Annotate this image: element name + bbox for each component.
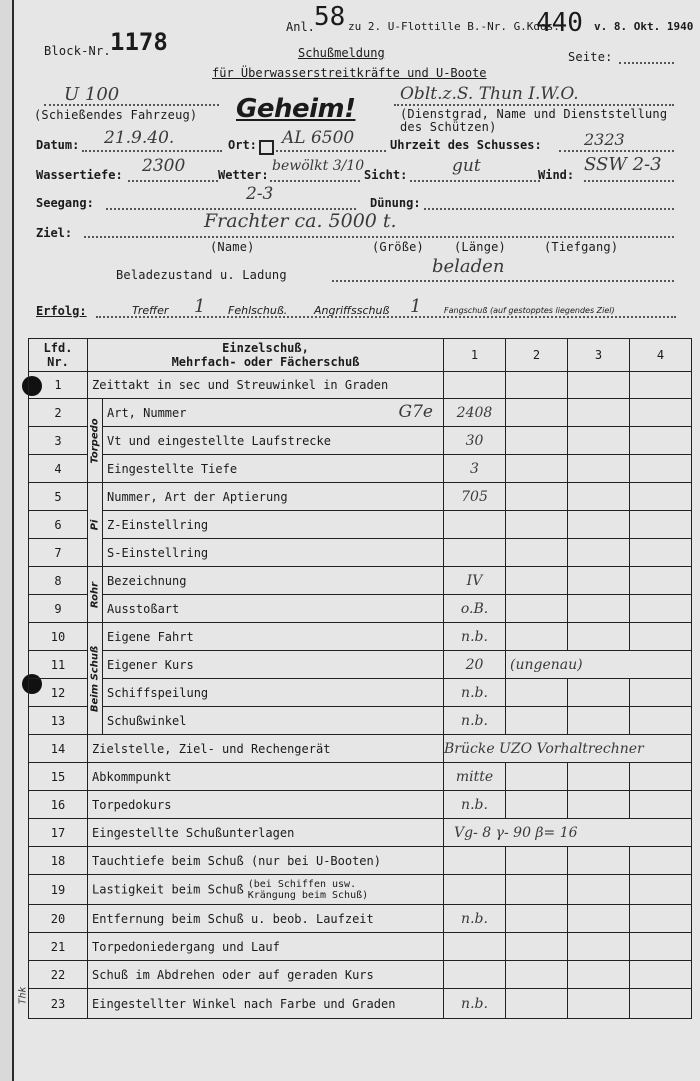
row-label-text: Lastigkeit beim Schuß — [92, 882, 244, 896]
row-value-col-1 — [444, 372, 506, 399]
row-number: 23 — [29, 989, 88, 1019]
table-row — [29, 679, 692, 707]
row-number: 8 — [29, 567, 88, 595]
sicht-value: gut — [452, 156, 481, 176]
row-value-col-2 — [506, 875, 568, 905]
row-value-col-4 — [630, 483, 692, 511]
erfolg-label: Erfolg: — [36, 304, 87, 318]
row-number: 9 — [29, 595, 88, 623]
shooter-value: Oblt.z.S. Thun I.W.O. — [400, 84, 579, 104]
row-value-col-1: o.B. — [444, 595, 506, 623]
margin-note: Thk — [17, 986, 29, 1005]
row-value-col-3 — [568, 989, 630, 1019]
row-value-col-3 — [568, 763, 630, 791]
row-number: 18 — [29, 847, 88, 875]
section-text: Pi — [89, 519, 101, 530]
row-value-col-2 — [506, 427, 568, 455]
row-number: 7 — [29, 539, 88, 567]
row-label — [88, 905, 444, 933]
table-row — [29, 539, 692, 567]
row-label-text: Schiffspeilung — [107, 685, 209, 700]
row-value-col-3 — [568, 847, 630, 875]
table-row — [29, 511, 692, 539]
row-label — [103, 511, 444, 539]
anl-number: 58 — [314, 2, 346, 32]
row-label — [88, 933, 444, 961]
table-row — [29, 933, 692, 961]
row-value-col-2 — [506, 905, 568, 933]
row-number: 22 — [29, 961, 88, 989]
row-number: 19 — [29, 875, 88, 905]
angriffsschuss-label: Angriffsschuß — [314, 304, 390, 317]
angriffsschuss-value: 1 — [410, 296, 422, 317]
anl-text: zu 2. U-Flottille B.-Nr. G.Kdos. — [348, 20, 560, 33]
row-number: 11 — [29, 651, 88, 679]
form-subtitle: für Überwasserstreitkräfte und U-Boote — [212, 66, 487, 80]
col-header-2: 2 — [506, 339, 568, 372]
wind-value: SSW 2-3 — [584, 154, 662, 175]
anl-prefix: Anl. — [286, 20, 315, 34]
section-label-pi — [88, 483, 103, 567]
treffer-label: Treffer — [132, 304, 169, 317]
row-number: 12 — [29, 679, 88, 707]
row-label — [103, 679, 444, 707]
wind-label: Wind: — [538, 168, 575, 182]
datum-label: Datum: — [36, 138, 80, 152]
row-number: 13 — [29, 707, 88, 735]
section-label-beim_schuss — [88, 623, 103, 735]
row-value-col-2 — [506, 399, 568, 427]
row-value-col-4 — [630, 623, 692, 651]
section-text: Torpedo — [89, 417, 101, 464]
ort-label: Ort: — [228, 138, 257, 152]
row-number: 1 — [29, 372, 88, 399]
row-value-col-3 — [568, 511, 630, 539]
row-label-text: Schuß im Abdrehen oder auf geraden Kurs — [92, 967, 374, 982]
row-label — [103, 595, 444, 623]
row-number: 2 — [29, 399, 88, 427]
row-value-col-3 — [568, 483, 630, 511]
row-label-text: Nummer, Art der Aptierung — [107, 489, 288, 504]
row-value-col-1: n.b. — [444, 623, 506, 651]
table-row — [29, 791, 692, 819]
row-label-text: Vt und eingestellte Laufstrecke — [107, 433, 331, 448]
row-label — [88, 763, 444, 791]
row-annotation: G7e — [398, 402, 433, 422]
col-header-1: 1 — [444, 339, 506, 372]
row-number: 17 — [29, 819, 88, 847]
uhrzeit-label: Uhrzeit des Schusses: — [390, 138, 542, 152]
row-value-col-2 — [506, 707, 568, 735]
row-label — [103, 455, 444, 483]
row-value-col-1 — [444, 539, 506, 567]
row-value-col-4 — [630, 455, 692, 483]
lfd-header: Lfd. Nr. — [29, 339, 88, 372]
row-value-col-4 — [630, 427, 692, 455]
row-value-col-3 — [568, 707, 630, 735]
row-number: 6 — [29, 511, 88, 539]
row-label-text: Eigener Kurs — [107, 657, 194, 672]
table-row — [29, 707, 692, 735]
wassertiefe-label: Wassertiefe: — [36, 168, 123, 182]
wetter-label: Wetter: — [218, 168, 269, 182]
row-label-text: Tauchtiefe beim Schuß (nur bei U-Booten) — [92, 853, 381, 868]
table-row — [29, 623, 692, 651]
row-value-col-1: 3 — [444, 455, 506, 483]
table-row — [29, 875, 692, 905]
row-value-col-4 — [630, 511, 692, 539]
row-value-col-3 — [568, 623, 630, 651]
row-value-col-2 — [506, 847, 568, 875]
row-value-col-1: 2408 — [444, 399, 506, 427]
seegang-value: 2-3 — [246, 184, 274, 204]
report-page — [12, 0, 700, 1081]
section-text: Rohr — [89, 581, 101, 608]
row-label-text: Ausstoßart — [107, 601, 180, 616]
row-value-col-2 — [506, 511, 568, 539]
row-value-col-4 — [630, 933, 692, 961]
row-label — [103, 399, 444, 427]
row-value-col-1: n.b. — [444, 989, 506, 1019]
wetter-value: bewölkt 3/10 — [272, 158, 365, 174]
ziel-sub-groesse: (Größe) — [372, 240, 424, 254]
row-label — [88, 847, 444, 875]
row-value-col-2 — [506, 483, 568, 511]
row-value-col-1: 705 — [444, 483, 506, 511]
row-value-col-3 — [568, 567, 630, 595]
date-stamp: v. 8. Okt. 1940 — [594, 20, 694, 33]
row-annotation: Brücke UZO Vorhaltrechner — [444, 735, 692, 763]
row-number: 5 — [29, 483, 88, 511]
row-value-col-3 — [568, 595, 630, 623]
ziel-sub-tiefgang: (Tiefgang) — [544, 240, 619, 254]
table-row — [29, 961, 692, 989]
row-value-col-4 — [630, 847, 692, 875]
row-value-col-1: 20 — [444, 651, 506, 679]
row-number: 16 — [29, 791, 88, 819]
table-row — [29, 989, 692, 1019]
beladezustand-value: beladen — [432, 256, 505, 277]
table-row — [29, 399, 692, 427]
row-value-col-1: 30 — [444, 427, 506, 455]
row-value-col-4 — [630, 791, 692, 819]
row-value-col-4 — [630, 679, 692, 707]
row-number: 15 — [29, 763, 88, 791]
kdos-number: 440 — [536, 8, 583, 38]
row-value-col-3 — [568, 791, 630, 819]
row-value-col-2 — [506, 623, 568, 651]
row-value-col-2 — [506, 933, 568, 961]
vessel-label: (Schießendes Fahrzeug) — [34, 108, 198, 122]
row-label-text: Z-Einstellring — [107, 517, 209, 532]
shooter-label: (Dienstgrad, Name und Dienststellung des Schützen) — [400, 107, 668, 134]
row-label — [103, 539, 444, 567]
section-label-torpedo — [88, 399, 103, 483]
row-value-col-1: IV — [444, 567, 506, 595]
row-value-col-4 — [630, 961, 692, 989]
row-label-text: Torpedoniedergang und Lauf — [92, 939, 280, 954]
table-row — [29, 427, 692, 455]
table-body — [29, 372, 692, 1019]
row-label — [88, 961, 444, 989]
row-label — [103, 651, 444, 679]
row-value-col-4 — [630, 707, 692, 735]
row-label — [88, 989, 444, 1019]
row-value-col-1 — [444, 875, 506, 905]
block-label: Block-Nr. — [44, 44, 111, 58]
row-label-text: Zielstelle, Ziel- und Rechengerät — [92, 741, 331, 756]
section-label-rohr — [88, 567, 103, 623]
row-value-col-2 — [506, 763, 568, 791]
beladezustand-label: Beladezustand u. Ladung — [116, 268, 287, 282]
row-label-text: Schußwinkel — [107, 713, 187, 728]
row-number: 3 — [29, 427, 88, 455]
row-value-col-3 — [568, 905, 630, 933]
col-header-3: 3 — [568, 339, 630, 372]
row-value-col-4 — [630, 567, 692, 595]
row-value-col-3 — [568, 933, 630, 961]
table-row — [29, 763, 692, 791]
row-label — [103, 567, 444, 595]
table-row — [29, 595, 692, 623]
table-row — [29, 819, 692, 847]
row-label — [88, 875, 444, 905]
row-label — [103, 623, 444, 651]
row-label-note: (bei Schiffen usw. Krängung beim Schuß) — [247, 878, 369, 901]
ort-checkbox — [259, 140, 274, 155]
row-value-col-3 — [568, 961, 630, 989]
treffer-value: 1 — [194, 296, 206, 317]
seite-label: Seite: — [568, 50, 613, 64]
row-value-col-2 — [506, 595, 568, 623]
row-annotation: Vg- 8 γ- 90 β= 16 — [444, 819, 692, 847]
ziel-sub-name: (Name) — [210, 240, 255, 254]
row-label — [103, 707, 444, 735]
row-value-col-3 — [568, 455, 630, 483]
row-label — [103, 483, 444, 511]
table-row — [29, 847, 692, 875]
row-label-text: Eingestellter Winkel nach Farbe und Graden — [92, 996, 396, 1011]
row-label — [88, 735, 444, 763]
table-row — [29, 483, 692, 511]
row-value-col-4 — [630, 372, 692, 399]
row-value-col-1: n.b. — [444, 679, 506, 707]
ziel-value: Frachter ca. 5000 t. — [204, 210, 397, 232]
shot-table — [28, 338, 692, 1019]
row-label-text: Torpedokurs — [92, 797, 172, 812]
row-value-col-2 — [506, 961, 568, 989]
shot-type-title1: Einzelschuß, — [222, 341, 309, 355]
row-label-text: Eingestellte Schußunterlagen — [92, 825, 295, 840]
row-label — [88, 791, 444, 819]
row-label — [88, 372, 444, 399]
fehlschuss-label: Fehlschuß. — [228, 304, 288, 317]
section-text: Beim Schuß — [89, 645, 101, 712]
row-value-col-3 — [568, 539, 630, 567]
row-label-text: Entfernung beim Schuß u. beob. Laufzeit — [92, 911, 374, 926]
row-value-col-1 — [444, 847, 506, 875]
table-row — [29, 372, 692, 399]
shot-type-title2: Mehrfach- oder Fächerschuß — [171, 355, 360, 369]
row-value-col-1: n.b. — [444, 707, 506, 735]
row-value-col-3 — [568, 399, 630, 427]
row-label — [103, 427, 444, 455]
col-header-4: 4 — [630, 339, 692, 372]
geheim-stamp: Geheim! — [236, 94, 356, 124]
duenung-label: Dünung: — [370, 196, 421, 210]
row-value-col-3 — [568, 427, 630, 455]
row-number: 20 — [29, 905, 88, 933]
row-number: 4 — [29, 455, 88, 483]
ziel-sub-laenge: (Länge) — [454, 240, 506, 254]
row-value-col-2 — [506, 455, 568, 483]
ort-value: AL 6500 — [282, 128, 355, 148]
row-label-text: S-Einstellring — [107, 545, 209, 560]
row-value-col-3 — [568, 875, 630, 905]
row-value-col-2 — [506, 539, 568, 567]
row-value-col-2 — [506, 567, 568, 595]
row-value-col-1 — [444, 511, 506, 539]
row-value-col-2 — [506, 791, 568, 819]
datum-value: 21.9.40. — [104, 128, 175, 148]
row-number: 21 — [29, 933, 88, 961]
table-row — [29, 905, 692, 933]
vessel-value: U 100 — [64, 84, 120, 105]
row-label-text: Bezeichnung — [107, 573, 187, 588]
table-row — [29, 735, 692, 763]
row-number: 10 — [29, 623, 88, 651]
row-value-col-4 — [630, 989, 692, 1019]
row-label-text: Abkommpunkt — [92, 769, 172, 784]
row-value-col-3 — [568, 372, 630, 399]
row-value-col-4 — [630, 905, 692, 933]
row-value-col-4 — [630, 595, 692, 623]
table-row — [29, 567, 692, 595]
row-value-col-4 — [630, 399, 692, 427]
ziel-label: Ziel: — [36, 226, 73, 240]
row-label-text: Eingestellte Tiefe — [107, 461, 238, 476]
row-value-col-3 — [568, 679, 630, 707]
row-value-col-2 — [506, 679, 568, 707]
fangschuss-label: Fangschuß (auf gestopptes liegendes Ziel) — [444, 306, 615, 315]
block-number: 1178 — [110, 28, 168, 56]
row-value-col-1 — [444, 933, 506, 961]
row-annotation: (ungenau) — [506, 651, 692, 679]
form-title: Schußmeldung — [298, 46, 385, 60]
row-value-col-4 — [630, 875, 692, 905]
row-value-col-1: n.b. — [444, 905, 506, 933]
row-value-col-4 — [630, 763, 692, 791]
row-value-col-4 — [630, 539, 692, 567]
row-number: 14 — [29, 735, 88, 763]
table-row — [29, 651, 692, 679]
row-label-text: Eigene Fahrt — [107, 629, 194, 644]
row-value-col-1: mitte — [444, 763, 506, 791]
uhrzeit-value: 2323 — [584, 130, 625, 149]
seegang-label: Seegang: — [36, 196, 94, 210]
row-value-col-1: n.b. — [444, 791, 506, 819]
row-value-col-2 — [506, 372, 568, 399]
table-row — [29, 455, 692, 483]
row-label — [88, 819, 444, 847]
shot-type-header — [88, 339, 444, 372]
row-value-col-2 — [506, 989, 568, 1019]
row-label-text: Art, Nummer — [107, 405, 187, 420]
wassertiefe-value: 2300 — [142, 156, 186, 176]
sicht-label: Sicht: — [364, 168, 408, 182]
row-label-text: Zeittakt in sec und Streuwinkel in Graden — [92, 378, 389, 392]
row-value-col-1 — [444, 961, 506, 989]
